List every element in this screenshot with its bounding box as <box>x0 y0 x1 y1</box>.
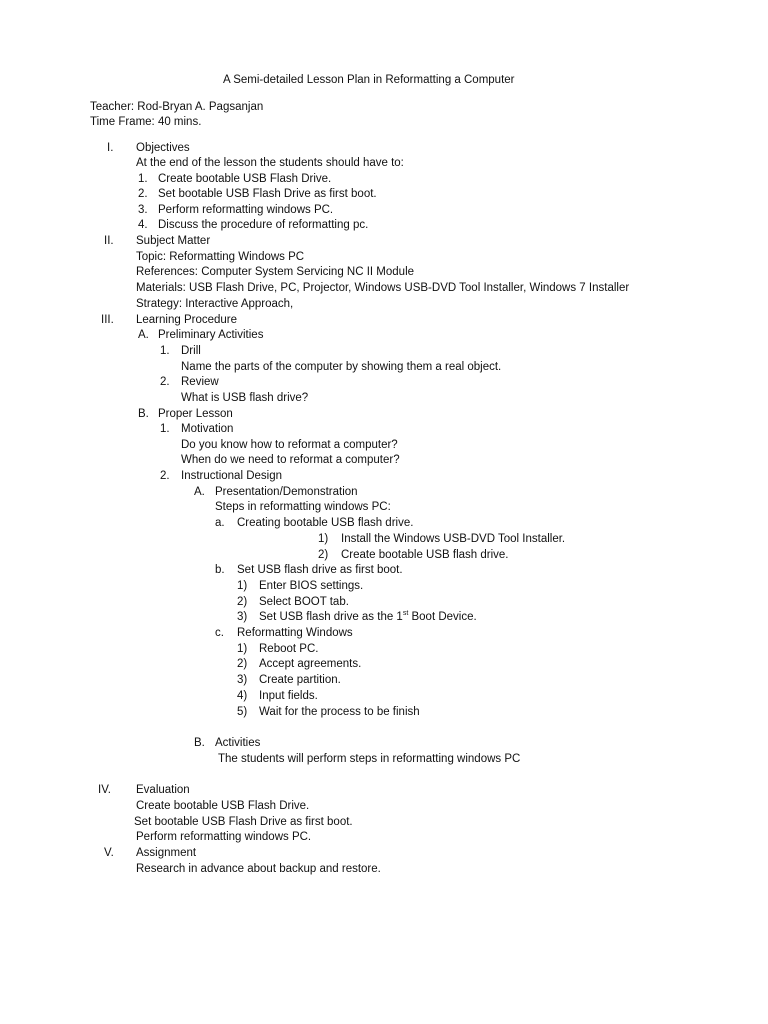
list-number: 1. <box>160 345 170 357</box>
section-heading-learning-procedure: Learning Procedure <box>136 314 238 326</box>
list-number: 2. <box>160 376 170 388</box>
list-number: 2) <box>237 596 248 608</box>
list-number: 3) <box>237 674 248 686</box>
evaluation-item: Set bootable USB Flash Drive as first boot. <box>134 816 353 828</box>
list-number: 1) <box>318 533 329 545</box>
list-number: 1) <box>237 580 248 592</box>
list-item: Discuss the procedure of reformatting pc. <box>158 219 369 231</box>
section-heading-evaluation: Evaluation <box>136 784 190 796</box>
motivation-question: When do we need to reformat a computer? <box>181 454 400 466</box>
section-numeral: I. <box>107 142 114 154</box>
section-heading-objectives: Objectives <box>136 142 190 154</box>
drill-label: Drill <box>181 345 201 357</box>
list-item: Create bootable USB Flash Drive. <box>158 173 332 185</box>
list-item-text: Set USB flash drive as the 1 <box>259 611 403 623</box>
strategy-line: Strategy: Interactive Approach, <box>136 298 294 310</box>
subheading-proper-lesson: Proper Lesson <box>158 408 233 420</box>
section-heading-subject-matter: Subject Matter <box>136 235 211 247</box>
section-numeral: II. <box>104 235 114 247</box>
motivation-question: Do you know how to reformat a computer? <box>181 439 398 451</box>
list-number: 2) <box>237 658 248 670</box>
section-heading-assignment: Assignment <box>136 847 197 859</box>
section-numeral: III. <box>101 314 114 326</box>
assignment-text: Research in advance about backup and restore. <box>136 863 381 875</box>
list-item <box>259 610 477 625</box>
list-number: 1. <box>160 423 170 435</box>
list-letter: c. <box>215 627 224 639</box>
section-numeral: IV. <box>98 784 112 796</box>
list-item: Select BOOT tab. <box>259 596 349 608</box>
review-text: What is USB flash drive? <box>181 392 309 404</box>
evaluation-item: Perform reformatting windows PC. <box>136 831 312 843</box>
drill-text: Name the parts of the computer by showing them a real object. <box>181 361 502 373</box>
list-number: 2. <box>138 188 148 200</box>
review-label: Review <box>181 376 219 388</box>
list-item: Enter BIOS settings. <box>259 580 364 592</box>
list-item: Install the Windows USB-DVD Tool Installer. <box>341 533 566 545</box>
list-letter: B. <box>194 737 205 749</box>
list-letter: A. <box>138 329 149 341</box>
section-numeral: V. <box>104 847 114 859</box>
step-a-heading: Creating bootable USB flash drive. <box>237 517 414 529</box>
list-item: Perform reformatting windows PC. <box>158 204 334 216</box>
references-line: References: Computer System Servicing NC II Module <box>136 266 415 278</box>
motivation-label: Motivation <box>181 423 234 435</box>
list-item-text: Boot Device. <box>408 611 477 623</box>
step-b-heading: Set USB flash drive as first boot. <box>237 564 403 576</box>
step-c-heading: Reformatting Windows <box>237 627 353 639</box>
objectives-intro: At the end of the lesson the students should have to: <box>136 157 404 169</box>
teacher-line: Teacher: Rod-Bryan A. Pagsanjan <box>90 101 264 113</box>
list-letter: B. <box>138 408 149 420</box>
list-item: Accept agreements. <box>259 658 362 670</box>
list-number: 2) <box>318 549 329 561</box>
ordinal-suffix: st <box>402 610 409 618</box>
list-number: 1. <box>138 173 148 185</box>
list-item: Wait for the process to be finish <box>259 706 420 718</box>
list-number: 3. <box>138 204 148 216</box>
list-item: Create bootable USB flash drive. <box>341 549 509 561</box>
presentation-heading: Presentation/Demonstration <box>215 486 358 498</box>
list-number: 1) <box>237 643 248 655</box>
list-number: 3) <box>237 611 248 623</box>
list-item: Input fields. <box>259 690 318 702</box>
list-item: Create partition. <box>259 674 341 686</box>
topic-line: Topic: Reformatting Windows PC <box>136 251 305 263</box>
activities-heading: Activities <box>215 737 261 749</box>
list-number: 4. <box>138 219 148 231</box>
list-item: Reboot PC. <box>259 643 319 655</box>
document-title: A Semi-detailed Lesson Plan in Reformatting a Computer <box>223 74 515 86</box>
steps-intro: Steps in reformatting windows PC: <box>215 501 391 513</box>
list-number: 2. <box>160 470 170 482</box>
evaluation-item: Create bootable USB Flash Drive. <box>136 800 310 812</box>
list-letter: a. <box>215 517 225 529</box>
list-number: 5) <box>237 706 248 718</box>
list-letter: A. <box>194 486 205 498</box>
list-number: 4) <box>237 690 248 702</box>
list-item: Set bootable USB Flash Drive as first boot. <box>158 188 377 200</box>
list-letter: b. <box>215 564 225 576</box>
materials-line: Materials: USB Flash Drive, PC, Projector, Windows USB-DVD Tool Installer, Windows 7 Installer <box>136 282 630 294</box>
time-frame-line: Time Frame: 40 mins. <box>90 116 202 128</box>
instructional-design-label: Instructional Design <box>181 470 282 482</box>
subheading-preliminary-activities: Preliminary Activities <box>158 329 264 341</box>
activities-text: The students will perform steps in reformatting windows PC <box>218 753 521 765</box>
